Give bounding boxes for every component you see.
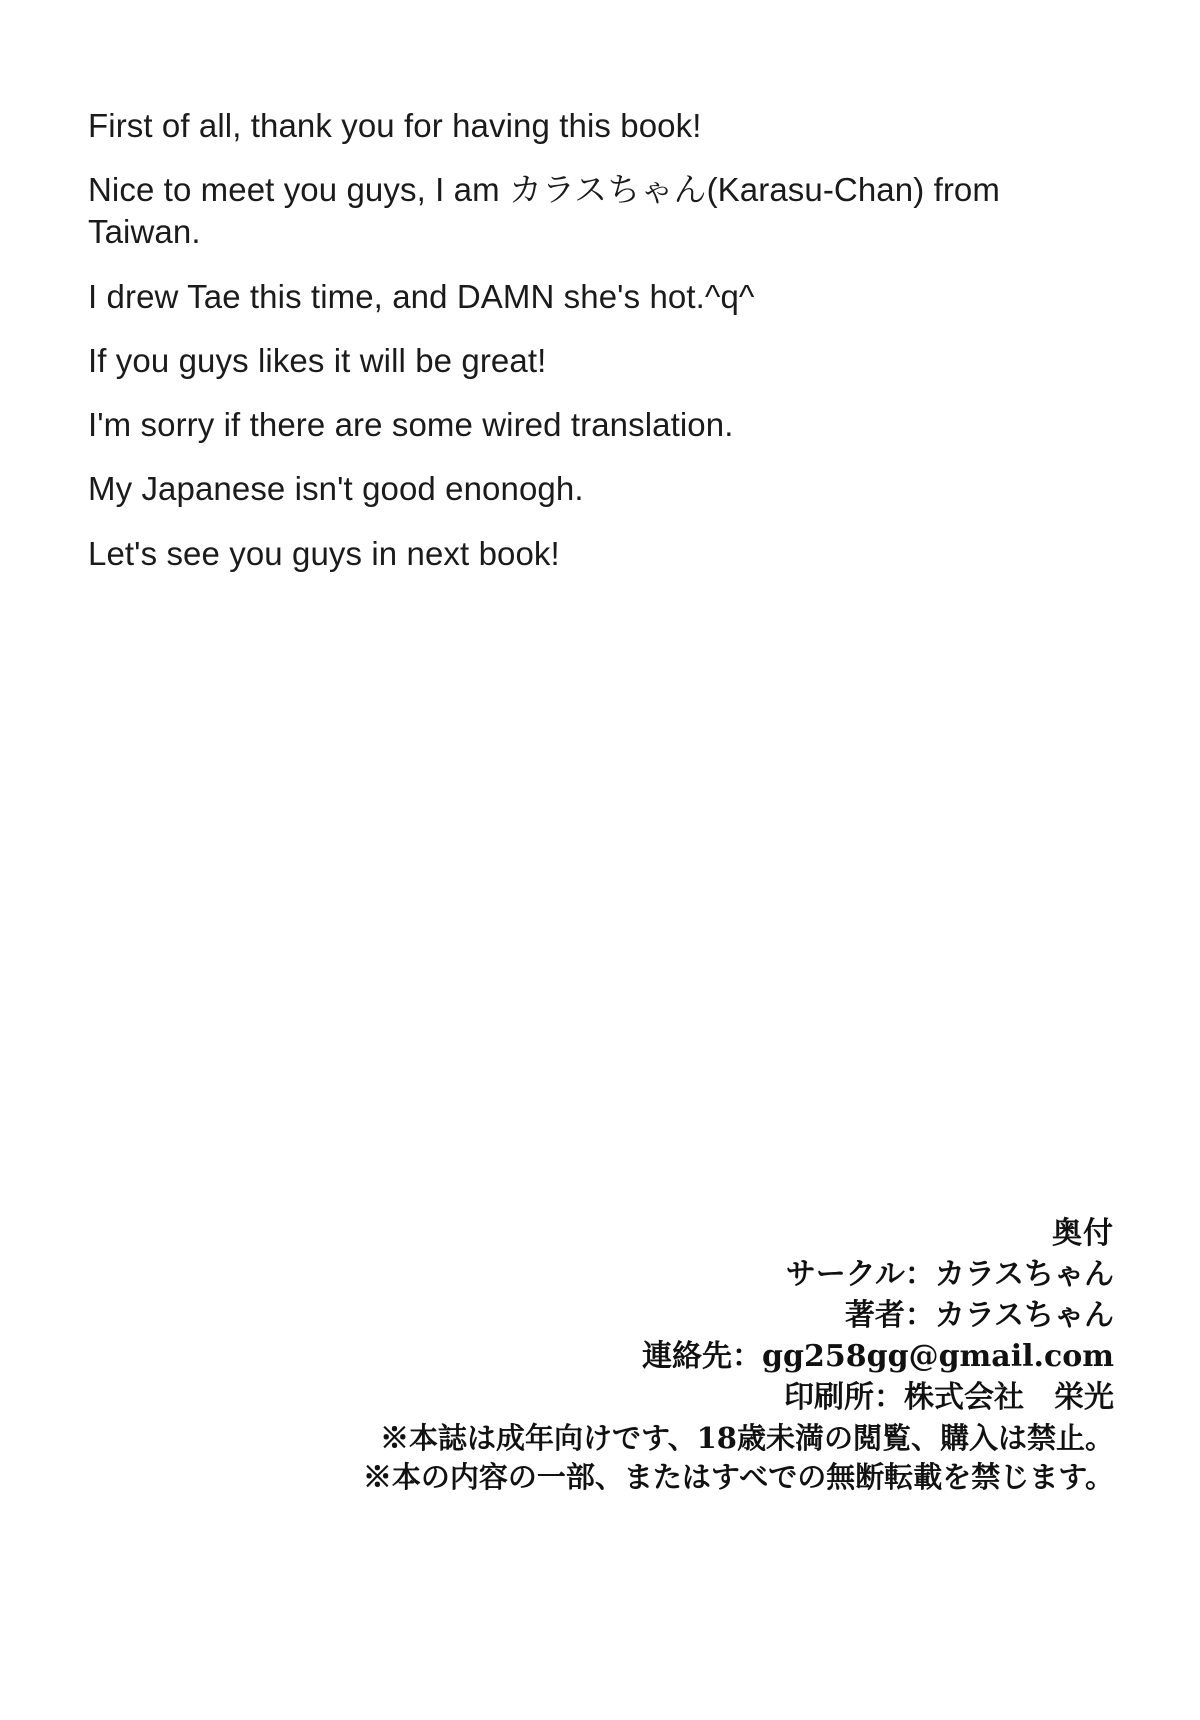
colophon-age-notice: ※本誌は成年向けです、18歳未満の閲覧、購入は禁止。 [379, 1420, 1114, 1455]
afterword-line-2: Nice to meet you guys, I am カラスちゃん(Karasu-Chan) from Taiwan. [88, 171, 1000, 251]
afterword-text-block [88, 105, 1088, 575]
afterword-line-4: If you guys likes it will be great! [88, 341, 547, 379]
afterword-line-5: I'm sorry if there are some wired translation. [88, 406, 734, 444]
colophon-author: 著者：カラスちゃん [844, 1298, 1114, 1334]
colophon-contact: 連絡先：gg258gg@gmail.com [642, 1339, 1114, 1375]
afterword-line-7: Let's see you guys in next book! [88, 534, 560, 572]
colophon-block [363, 1213, 1114, 1498]
colophon-circle: サークル：カラスちゃん [785, 1257, 1114, 1293]
afterword-line-3: I drew Tae this time, and DAMN she's hot.^q^ [88, 277, 755, 315]
afterword-line-6: My Japanese isn't good enonogh. [88, 470, 584, 508]
colophon-printer: 印刷所：株式会社 栄光 [784, 1380, 1114, 1416]
afterword-line-1: First of all, thank you for having this book! [88, 107, 702, 144]
colophon-heading: 奥付 [1052, 1216, 1114, 1252]
colophon-copyright-notice: ※本の内容の一部、またはすべでの無断転載を禁じます。 [362, 1460, 1114, 1495]
